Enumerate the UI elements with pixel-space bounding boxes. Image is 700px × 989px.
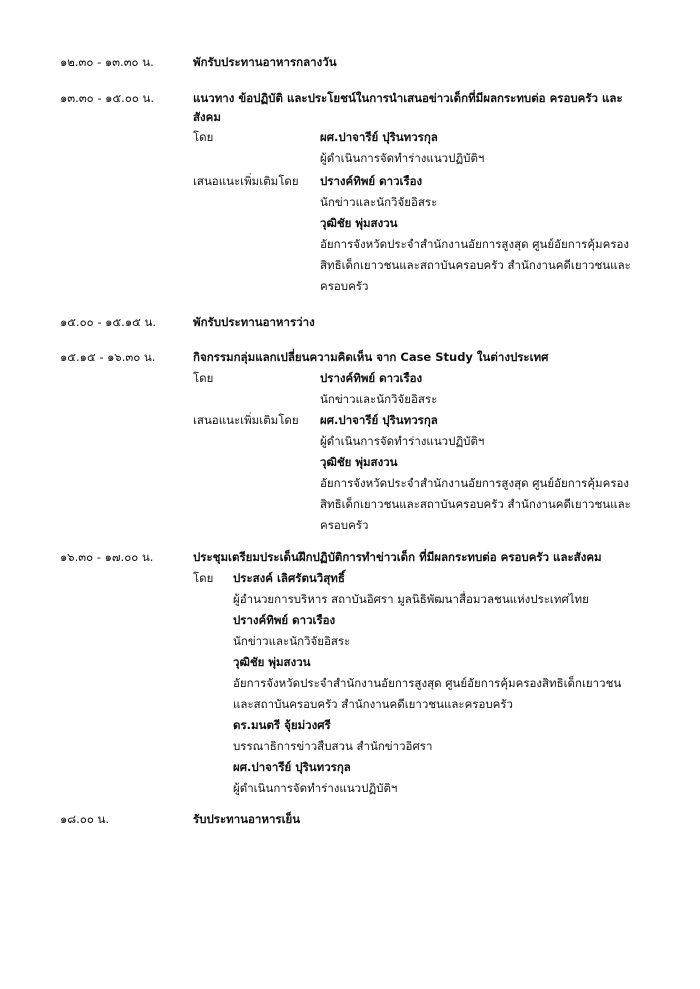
speaker-role: อัยการจังหวัดประจำสำนักงานอัยการสูงสุด ศูนย์อัยการคุ้มครองสิทธิเด็กเยาวชน (233, 676, 622, 690)
session-title: พักรับประทานอาหารกลางวัน (193, 55, 337, 69)
session-time: ๑๕.๑๕ - ๑๖.๓๐ น. (60, 350, 156, 364)
speaker-name: ผศ.ปาจารีย์ ปุรินทวรกุล (320, 413, 438, 427)
speaker-role: ผู้ดำเนินการจัดทำร่างแนวปฏิบัติฯ (233, 781, 398, 795)
additional-label: เสนอแนะเพิ่มเติมโดย (193, 413, 299, 427)
speaker-name: วุฒิชัย พุ่มสงวน (320, 216, 398, 230)
speaker-name: ผศ.ปาจารีย์ ปุรินทวรกุล (233, 760, 351, 774)
speaker-role: อัยการจังหวัดประจำสำนักงานอัยการสูงสุด ศูนย์อัยการคุ้มครอง (320, 476, 630, 490)
speaker-role: ผู้ดำเนินการจัดทำร่างแนวปฏิบัติฯ (320, 151, 485, 165)
session-time: ๑๓.๓๐ - ๑๕.๐๐ น. (60, 91, 155, 105)
session-time: ๑๖.๓๐ - ๑๗.๐๐ น. (60, 550, 154, 564)
speaker-name: ประสงค์ เลิศรัตนวิสุทธิ์ (233, 571, 345, 585)
speaker-role: นักข่าวและนักวิจัยอิสระ (320, 195, 438, 209)
session-time: ๑๕.๐๐ - ๑๕.๑๕ น. (60, 315, 156, 329)
speaker-role: ผู้อำนวยการบริหาร สถาบันอิศรา มูลนิธิพัฒนาสื่อมวลชนแห่งประเทศไทย (233, 592, 589, 606)
speaker-role: สิทธิเด็กเยาวชนและสถาบันครอบครัว สำนักงานคดีเยาวชนและ (320, 258, 631, 272)
speaker-name: วุฒิชัย พุ่มสงวน (320, 455, 398, 469)
speaker-name: ผศ.ปาจารีย์ ปุรินทวรกุล (320, 130, 438, 144)
session-title: รับประทานอาหารเย็น (193, 812, 301, 826)
speaker-name: ปรางค์ทิพย์ ดาวเรือง (320, 371, 423, 385)
speaker-name: ดร.มนตรี จุ้ยม่วงศรี (233, 718, 331, 732)
speaker-role: บรรณาธิการข่าวสืบสวน สำนักข่าวอิศรา (233, 739, 433, 753)
by-label: โดย (193, 371, 214, 385)
speaker-role: ครอบครัว (320, 518, 369, 532)
by-label: โดย (193, 571, 214, 585)
session-time: ๑๘.๐๐ น. (60, 812, 110, 826)
speaker-role: และสถาบันครอบครัว สำนักงานคดีเยาวชนและครอบครัว (233, 697, 513, 711)
session-title: ประชุมเตรียมประเด็นฝึกปฏิบัติการทำข่าวเด็ก ที่มีผลกระทบต่อ ครอบครัว และสังคม (193, 550, 602, 564)
speaker-role: ผู้ดำเนินการจัดทำร่างแนวปฏิบัติฯ (320, 434, 485, 448)
by-label: โดย (193, 130, 214, 144)
session-time: ๑๒.๓๐ - ๑๓.๓๐ น. (60, 55, 154, 69)
session-title: กิจกรรมกลุ่มแลกเปลี่ยนความคิดเห็น จาก Case Study ในต่างประเทศ (193, 350, 549, 364)
speaker-name: ปรางค์ทิพย์ ดาวเรือง (320, 174, 423, 188)
speaker-role: อัยการจังหวัดประจำสำนักงานอัยการสูงสุด ศูนย์อัยการคุ้มครอง (320, 237, 630, 251)
session-title-continued: สังคม (193, 110, 221, 124)
speaker-name: วุฒิชัย พุ่มสงวน (233, 655, 311, 669)
session-title: แนวทาง ข้อปฏิบัติ และประโยชน์ในการนำเสนอข่าวเด็กที่มีผลกระทบต่อ ครอบครัว และ (193, 91, 623, 105)
additional-label: เสนอแนะเพิ่มเติมโดย (193, 174, 299, 188)
speaker-role: สิทธิเด็กเยาวชนและสถาบันครอบครัว สำนักงานคดีเยาวชนและ (320, 497, 631, 511)
speaker-role: นักข่าวและนักวิจัยอิสระ (233, 634, 351, 648)
speaker-name: ปรางค์ทิพย์ ดาวเรือง (233, 613, 336, 627)
speaker-role: นักข่าวและนักวิจัยอิสระ (320, 392, 438, 406)
speaker-role: ครอบครัว (320, 279, 369, 293)
session-title: พักรับประทานอาหารว่าง (193, 315, 315, 329)
